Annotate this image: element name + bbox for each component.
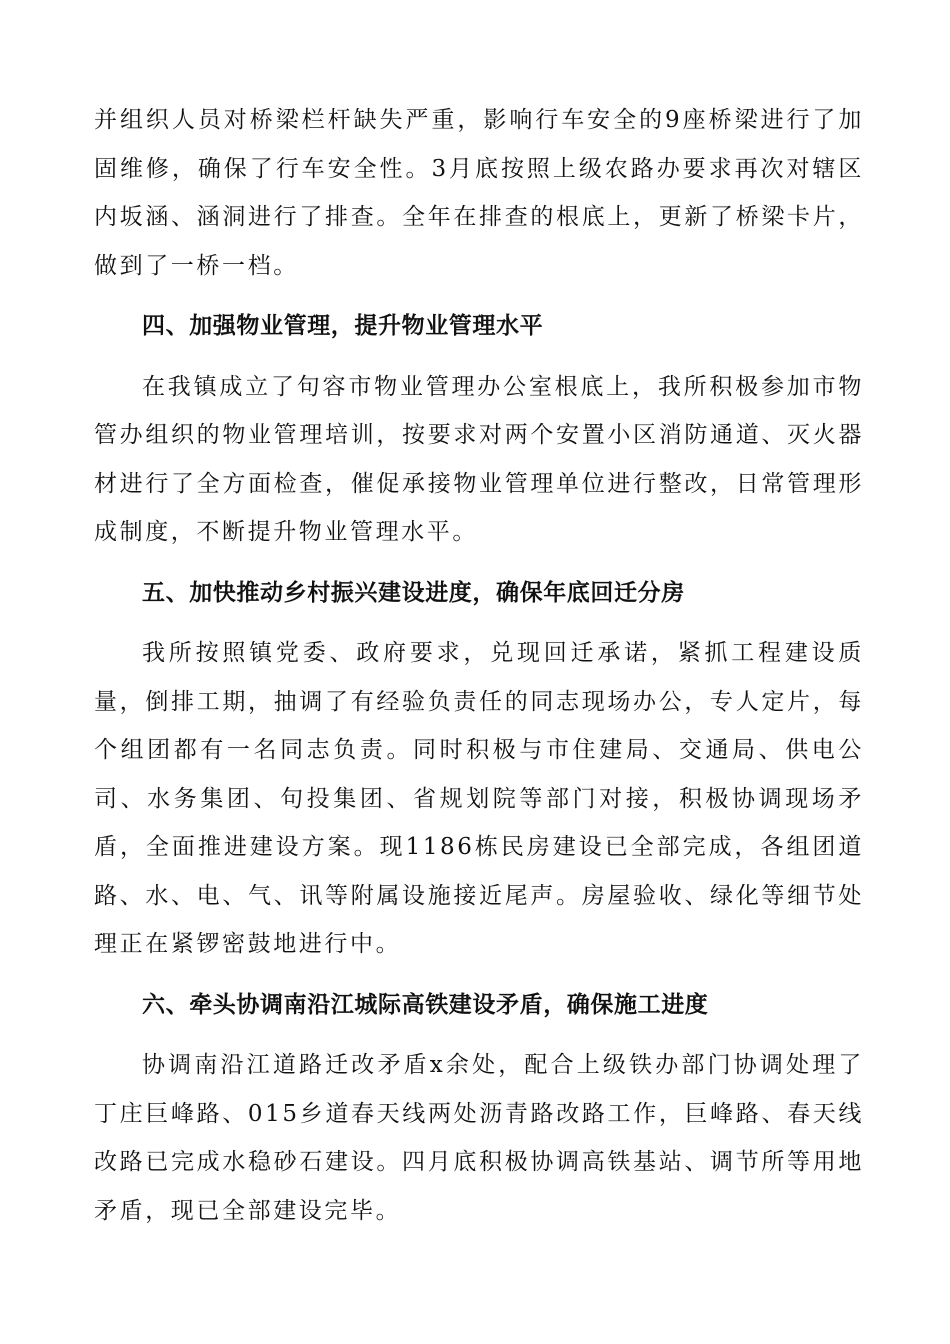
section-heading-property-management: 四、加强物业管理，提升物业管理水平	[142, 313, 544, 339]
section-heading-high-speed-rail: 六、牵头协调南沿江城际高铁建设矛盾，确保施工进度	[142, 991, 709, 1018]
paragraph-property-management: 在我镇成立了句容市物业管理办公室根底上，我所积极参加市物管办组织的物业管理培训，按要求对两个安置小区消防通道、灭火器材进行了全方面检查，催促承接物业管理单位进行整改，日常管理形成制度，不断提升物业管理水平。	[94, 373, 864, 545]
section-heading-rural-revitalization: 五、加快推动乡村振兴建设进度，确保年底回迁分房	[142, 579, 685, 606]
paragraph-bridge-maintenance: 并组织人员对桥梁栏杆缺失严重，影响行车安全的9座桥梁进行了加固维修，确保了行车安全性。3月底按照上级农路办要求再次对辖区内坂涵、涵洞进行了排查。全年在排查的根底上，更新了桥梁卡片，做到了一桥一档。	[94, 107, 864, 279]
paragraph-rural-revitalization: 我所按照镇党委、政府要求，兑现回迁承诺，紧抓工程建设质量，倒排工期，抽调了有经验负责任的同志现场办公，专人定片，每个组团都有一名同志负责。同时积极与市住建局、交通局、供电公司、水务集团、句投集团、省规划院等部门对接，积极协调现场矛盾，全面推进建设方案。现1186栋民房建设已全部完成，各组团道路、水、电、气、讯等附属设施接近尾声。房屋验收、绿化等细节处理正在紧锣密鼓地进行中。	[94, 640, 864, 957]
document-body	[94, 96, 864, 1247]
paragraph-high-speed-rail: 协调南沿江道路迁改矛盾x余处，配合上级铁办部门协调处理了丁庄巨峰路、015乡道春天线两处沥青路改路工作，巨峰路、春天线改路已完成水稳砂石建设。四月底积极协调高铁基站、调节所等用地矛盾，现已全部建设完毕。	[94, 1052, 864, 1224]
